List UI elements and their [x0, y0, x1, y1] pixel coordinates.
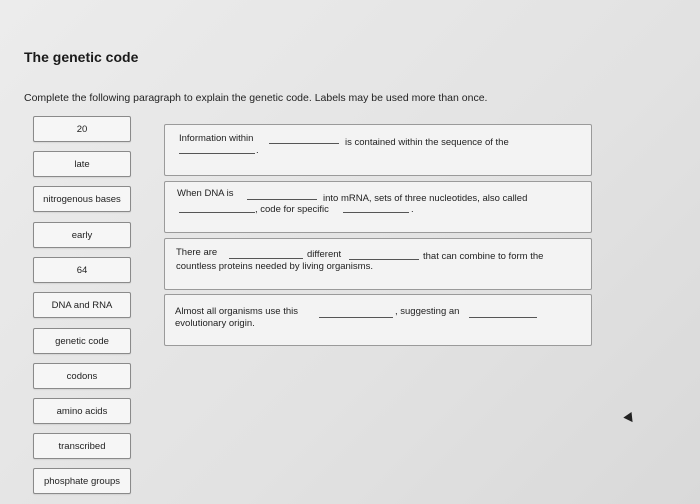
- sentence-4-text-a: Almost all organisms use this: [175, 306, 299, 317]
- sentence-box-3: [164, 238, 592, 290]
- sentence-3-text-d: countless proteins needed by living organisms.: [176, 261, 373, 272]
- label-early[interactable]: early: [33, 222, 131, 248]
- drop-target-4b[interactable]: [469, 317, 537, 318]
- sentence-1-text-b: is contained within the sequence of the: [345, 137, 509, 148]
- sentence-box-4: [164, 294, 592, 346]
- drop-target-4a[interactable]: [319, 317, 393, 318]
- drop-target-3a[interactable]: [229, 258, 303, 259]
- sentence-box-1: [164, 124, 592, 176]
- drop-target-2a[interactable]: [247, 199, 317, 200]
- instructions-text: Complete the following paragraph to explain the genetic code. Labels may be used more than once.: [24, 92, 488, 104]
- label-amino-acids[interactable]: amino acids: [33, 398, 131, 424]
- mouse-cursor-icon: [623, 412, 636, 425]
- label-20[interactable]: 20: [33, 116, 131, 142]
- sentence-2-text-b: into mRNA, sets of three nucleotides, also called: [323, 193, 528, 204]
- sentence-4-text-c: evolutionary origin.: [175, 318, 255, 329]
- drop-target-3b[interactable]: [349, 259, 419, 260]
- sentence-3-text-a: There are: [176, 247, 218, 258]
- sentence-1-text-a: Information within: [179, 133, 254, 144]
- drop-target-2b[interactable]: [179, 212, 255, 213]
- sentence-2-period: .: [411, 204, 414, 215]
- label-late[interactable]: late: [33, 151, 131, 177]
- drop-target-2c[interactable]: [343, 212, 409, 213]
- drop-target-1b[interactable]: [179, 153, 255, 154]
- drop-target-1a[interactable]: [269, 143, 339, 144]
- label-64[interactable]: 64: [33, 257, 131, 283]
- label-transcribed[interactable]: transcribed: [33, 433, 131, 459]
- sentence-2-text-a: When DNA is: [177, 188, 234, 199]
- label-dna-and-rna[interactable]: DNA and RNA: [33, 292, 131, 318]
- label-nitrogenous-bases[interactable]: nitrogenous bases: [33, 186, 131, 212]
- label-phosphate-groups[interactable]: phosphate groups: [33, 468, 131, 494]
- sentence-box-2: [164, 181, 592, 233]
- sentence-4-text-b: , suggesting an: [395, 306, 460, 317]
- label-genetic-code[interactable]: genetic code: [33, 328, 131, 354]
- sentence-1-period: .: [256, 145, 259, 156]
- sentence-3-text-c: that can combine to form the: [423, 251, 544, 262]
- sentence-3-text-b: different: [307, 249, 342, 260]
- label-codons[interactable]: codons: [33, 363, 131, 389]
- sentence-2-text-c: , code for specific: [255, 204, 329, 215]
- page-title: The genetic code: [24, 49, 139, 65]
